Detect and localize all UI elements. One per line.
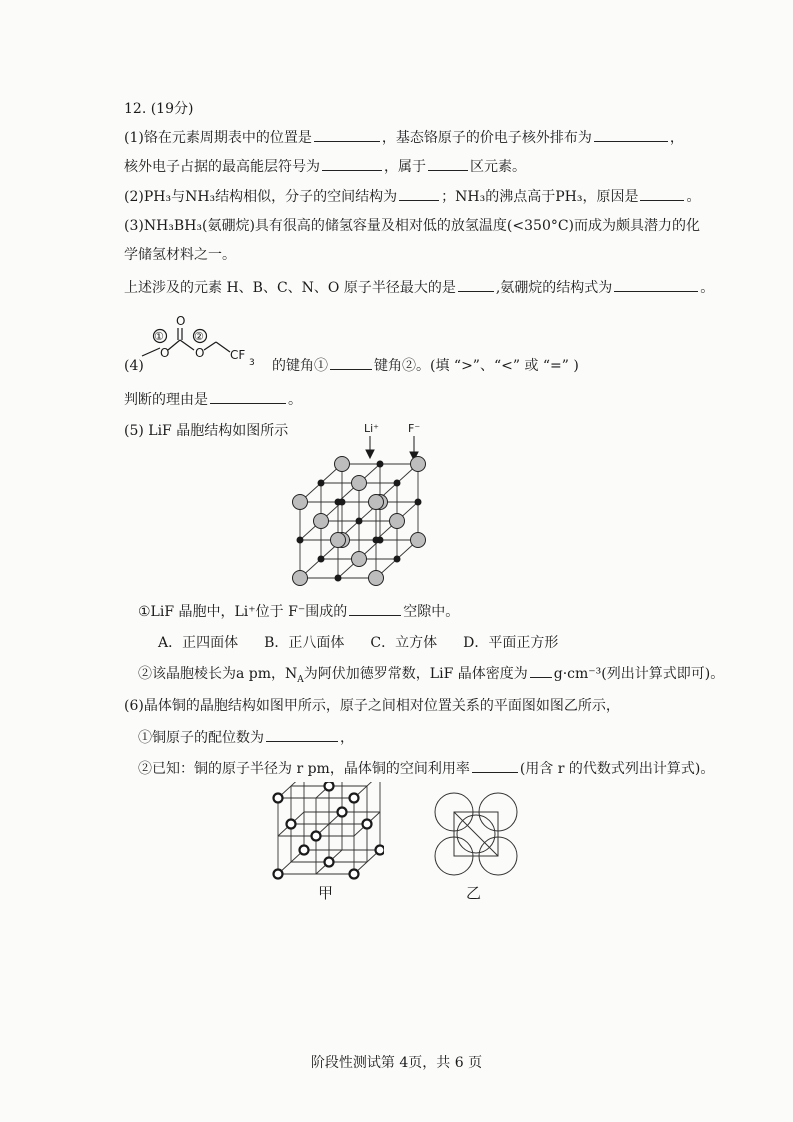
part-3-text-c: 。	[700, 280, 715, 296]
part-4-reason-end: 。	[288, 392, 302, 408]
part-2-text-a: (2)PH₃与NH₃结构相似，分子的空间结构为	[124, 189, 398, 205]
part-5-q1-text-a: ①LiF 晶胞中，Li⁺位于 F⁻围成的	[138, 604, 348, 620]
page-footer: 阶段性测试第 4页，共 6 页	[310, 1055, 483, 1071]
part-6-q2-text-a: ②已知：铜的原子半径为 r pm，晶体铜的空间利用率	[138, 761, 470, 777]
fluoride-ion	[390, 514, 405, 529]
part-6-q2-text-b: (用含 r 的代数式列出计算式)。	[519, 761, 715, 777]
part-4-text-a: 的键角①	[272, 358, 328, 374]
mol-cf: CF	[230, 348, 246, 362]
fluoride-ion	[331, 533, 346, 548]
arrowhead-li	[366, 450, 374, 458]
answer-blank[interactable]	[322, 158, 382, 171]
face-diagonal	[454, 812, 498, 856]
copper-atom	[325, 782, 334, 791]
part-4-reason-text: 判断的理由是	[124, 392, 208, 408]
part-4-line	[272, 357, 579, 375]
part-5-q2	[138, 665, 724, 689]
answer-blank[interactable]	[428, 158, 468, 171]
part-4-reason	[124, 391, 302, 409]
lithium-ion	[335, 499, 342, 506]
part-1-text-f: 区元素。	[470, 159, 526, 175]
lithium-ion	[415, 499, 422, 506]
part-2-text-c: 。	[686, 189, 701, 205]
copper-atom	[274, 794, 283, 803]
copper-fcc-cell-diagram	[268, 782, 384, 886]
lithium-ion	[318, 480, 325, 487]
question-header: 12. (19分)	[124, 101, 194, 117]
part-1-text-b: ，基态铬原子的价电子核外排布为	[381, 130, 592, 146]
fluoride-ion	[352, 476, 367, 491]
bond-o-c	[168, 340, 180, 350]
part-5-q2-text-b: 为阿伏加德罗常数，LiF 晶体密度为	[303, 666, 528, 682]
part-4-text-b: 键角②。(填 “>”、“<” 或 “=” )	[374, 358, 579, 374]
answer-blank[interactable]	[330, 357, 372, 370]
part-6-q2	[138, 760, 714, 778]
answer-blank[interactable]	[640, 188, 684, 201]
part-5-q2-text-a: ②该晶胞棱长为a pm，N	[138, 666, 298, 682]
answer-blank[interactable]	[210, 391, 286, 404]
part-1-text-a: (1)铬在元素周期表中的位置是	[124, 130, 312, 146]
fluoride-ion	[335, 457, 350, 472]
answer-blank[interactable]	[458, 279, 494, 292]
option-a[interactable]: A．正四面体	[158, 635, 239, 651]
fluoride-ion	[293, 571, 308, 586]
mol-o-left: O	[160, 346, 170, 360]
lithium-ion	[356, 518, 363, 525]
part-5-options	[158, 634, 584, 652]
part-4-num: (4)	[124, 358, 144, 374]
option-c[interactable]: C．立方体	[370, 635, 438, 651]
bond-methyl	[142, 348, 160, 356]
lithium-ion	[297, 537, 304, 544]
fluoride-ion	[411, 457, 426, 472]
mol-o-top: O	[176, 314, 186, 328]
copper-atom	[363, 820, 372, 829]
lithium-ion	[373, 537, 380, 544]
part-3-line-3	[124, 279, 714, 297]
fluoride-ion	[369, 495, 384, 510]
part-1-text-d: 核外电子占据的最高能层符号为	[124, 159, 320, 175]
copper-atom	[312, 832, 321, 841]
part-6-q1-end: ，	[340, 730, 354, 746]
part-3-text-b: ,氨硼烷的结构式为	[495, 280, 613, 296]
part-2-line	[124, 188, 700, 206]
lithium-ion	[318, 556, 325, 563]
part-3-text-a: 上述涉及的元素 H、B、C、N、O 原子半径最大的是	[124, 280, 456, 296]
lithium-ion	[335, 575, 342, 582]
part-5-q1	[138, 603, 459, 621]
lithium-ion	[394, 480, 401, 487]
fluoride-ion	[352, 552, 367, 567]
part-1-text-e: ，属于	[384, 159, 426, 175]
part-1-line-2	[124, 158, 526, 176]
answer-blank[interactable]	[399, 188, 439, 201]
copper-atom	[287, 820, 296, 829]
label-jia: 甲	[318, 884, 334, 902]
copper-atom	[350, 870, 359, 879]
part-6-title: (6)晶体铜的晶胞结构如图甲所示，原子之间相对位置关系的平面图如图乙所示，	[124, 698, 620, 714]
option-b[interactable]: B．正八面体	[264, 635, 345, 651]
answer-blank[interactable]	[314, 129, 380, 142]
part-5-title: (5) LiF 晶胞结构如图所示	[124, 423, 289, 439]
ester-molecule-diagram	[138, 312, 278, 378]
bond-o-ch2	[204, 342, 216, 350]
answer-blank[interactable]	[614, 279, 698, 292]
answer-blank[interactable]	[472, 760, 518, 773]
copper-atom	[325, 858, 334, 867]
avogadro-subscript: A	[297, 674, 304, 685]
fluoride-ion	[369, 571, 384, 586]
part-3-line-1: (3)NH₃BH₃(氨硼烷)具有很高的储氢容量及相对低的放氢温度(<350°C)而成为颇具潜力的化	[124, 218, 701, 234]
mol-circle-2: ②	[194, 330, 204, 343]
copper-atom	[274, 870, 283, 879]
fluoride-ion	[293, 495, 308, 510]
copper-atom	[350, 794, 359, 803]
mol-o-right: O	[195, 346, 205, 360]
fluoride-ion	[411, 533, 426, 548]
answer-blank[interactable]	[530, 665, 552, 678]
part-6-q1-text: ①铜原子的配位数为	[138, 730, 264, 746]
copper-face-plane-diagram	[426, 784, 526, 884]
part-6-q1	[138, 729, 354, 747]
part-2-text-b: ；NH₃的沸点高于PH₃，原因是	[441, 189, 639, 205]
lithium-ion	[377, 461, 384, 468]
part-3-line-2: 学储氢材料之一。	[124, 247, 236, 263]
bond-c-o	[180, 340, 194, 350]
answer-blank[interactable]	[266, 729, 338, 742]
copper-atom	[300, 846, 309, 855]
part-5-q1-text-b: 空隙中。	[403, 604, 460, 620]
lif-unit-cell-diagram	[284, 418, 434, 594]
label-f-ion: F⁻	[408, 422, 421, 435]
lithium-ion	[394, 556, 401, 563]
part-1-line-1	[124, 129, 684, 147]
bond-ch2-cf3	[216, 342, 230, 352]
part-5-q2-text-c: g·cm⁻³(列出计算式即可)。	[553, 666, 725, 682]
fluoride-ion	[314, 514, 329, 529]
label-yi: 乙	[466, 884, 482, 902]
answer-blank[interactable]	[594, 129, 668, 142]
part-1-text-c: ，	[669, 130, 684, 146]
label-li-ion: Li⁺	[364, 422, 379, 435]
copper-atom	[338, 808, 347, 817]
mol-sub-3: 3	[249, 358, 255, 368]
option-d[interactable]: D．平面正方形	[463, 635, 559, 651]
mol-circle-1: ①	[154, 330, 164, 343]
answer-blank[interactable]	[349, 603, 401, 616]
copper-atom	[376, 846, 385, 855]
